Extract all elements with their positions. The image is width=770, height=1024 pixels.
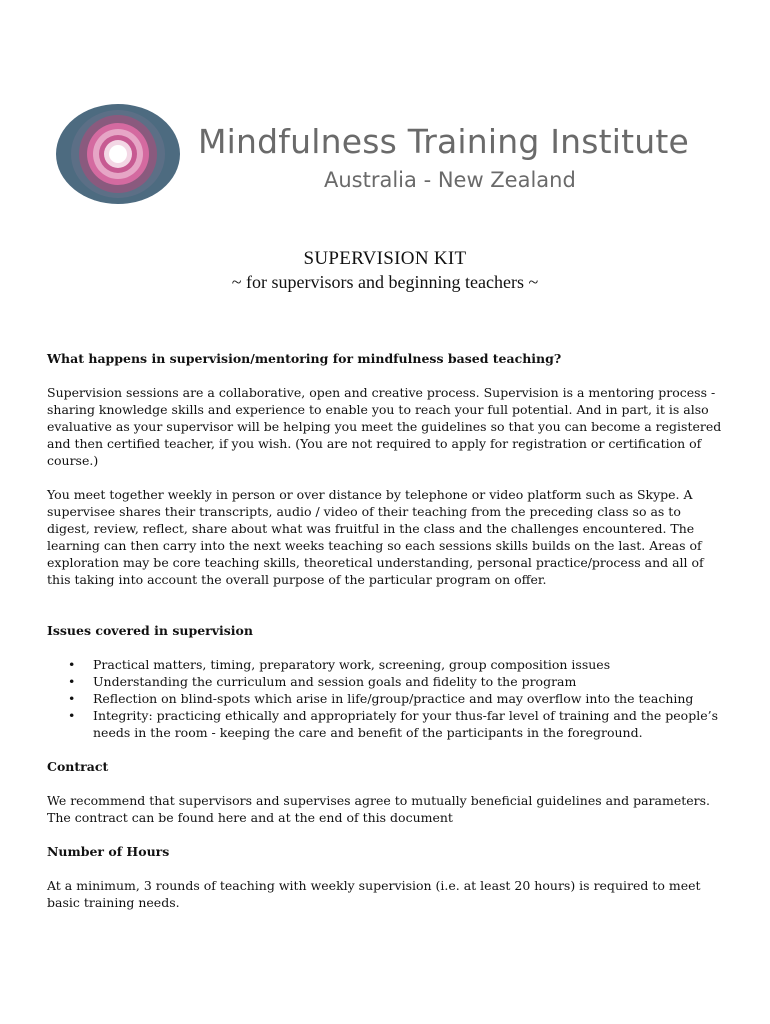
bullet-icon: • (68, 708, 76, 723)
intro-heading: What happens in supervision/mentoring for mindfulness based teaching? (47, 351, 562, 366)
list-item (47, 673, 727, 690)
contract-paragraph: We recommend that supervisors and supervises agree to mutually beneficial guidelines and parameters. The contract can be found here and at the end of this document (47, 793, 710, 825)
issues-heading: Issues covered in supervision (47, 623, 253, 638)
issues-list (47, 656, 727, 741)
document-subtitle: ~ for supervisors and beginning teachers ~ (231, 272, 539, 292)
hours-paragraph: At a minimum, 3 rounds of teaching with weekly supervision (i.e. at least 20 hours) is required to meet basic training needs. (47, 878, 701, 910)
org-region: Australia - New Zealand (324, 168, 576, 192)
list-item (47, 690, 727, 707)
intro-paragraph-1: Supervision sessions are a collaborative, open and creative process. Supervision is a mentoring process - sharing knowledge skills and experience to enable you to reach your full potential. And in part, it is also evaluative as your supervisor will be helping you meet the guidelines so that you can become a registered and then certified teacher, if you wish. (You are not required to apply for registration or certification of course.) (47, 385, 722, 468)
intro-paragraph-2: You meet together weekly in person or over distance by telephone or video platform such as Skype. A supervisee shares their transcripts, audio / video of their teaching from the preceding class so as to digest, review, reflect, share about what was fruitful in the class and the challenges encountered. The learning can then carry into the next weeks teaching so each sessions skills builds on the last. Areas of exploration may be core teaching skills, theoretical understanding, personal practice/process and all of this taking into account the overall purpose of the particular program on offer. (47, 487, 704, 587)
list-item (47, 656, 727, 673)
list-item-text: Reflection on blind-spots which arise in life/group/practice and may overflow into the teaching (93, 691, 694, 706)
contract-heading: Contract (47, 759, 109, 774)
list-item (47, 707, 727, 741)
org-name: Mindfulness Training Institute (198, 122, 690, 161)
mandala-logo-icon (56, 104, 180, 204)
list-item-text: Practical matters, timing, preparatory work, screening, group composition issues (93, 657, 611, 672)
document-body (47, 350, 727, 911)
hours-heading: Number of Hours (47, 844, 170, 859)
bullet-icon: • (68, 674, 76, 689)
list-item-text: Understanding the curriculum and session goals and fidelity to the program (93, 674, 577, 689)
bullet-icon: • (68, 691, 76, 706)
bullet-icon: • (68, 657, 76, 672)
list-item-text: Integrity: practicing ethically and appropriately for your thus-far level of training and the people’s needs in the room - keeping the care and benefit of the participants in the foreground. (93, 708, 718, 740)
institute-logo (56, 104, 726, 208)
document-title: SUPERVISION KIT (303, 248, 467, 269)
